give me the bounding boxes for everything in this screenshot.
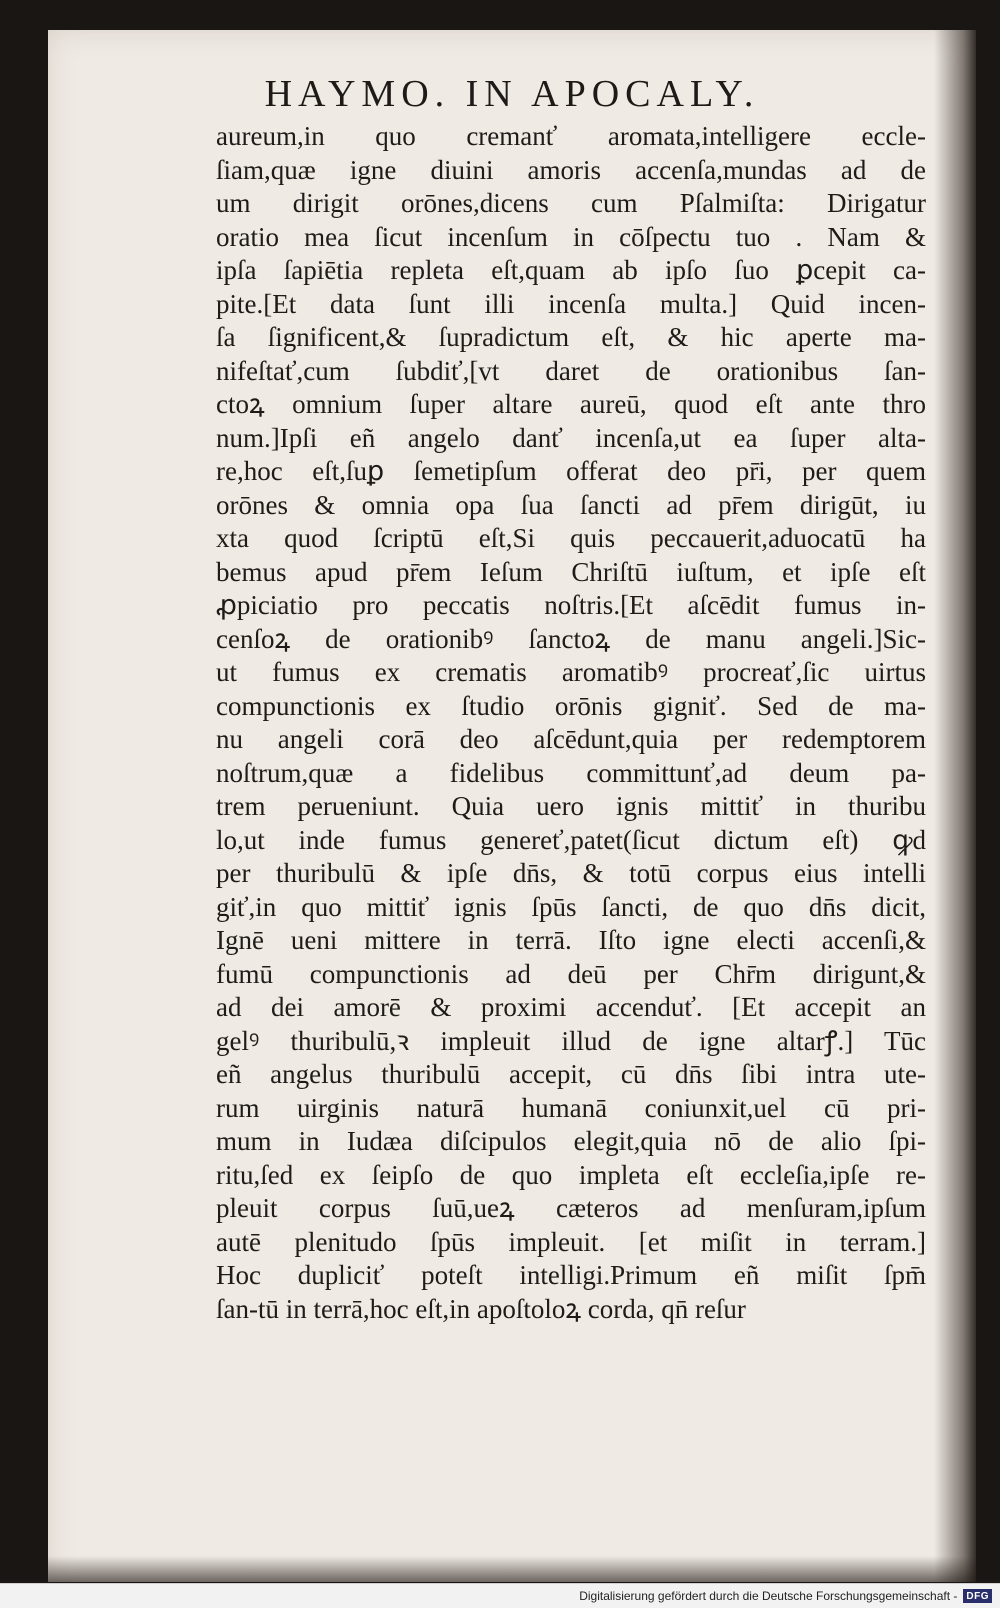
text-line: lo,ut inde fumus genereť,patet(ſicut dictum eſt) ꝙd — [216, 824, 926, 855]
text-line: rum uirginis naturā humanā coniunxit,uel cū pri- — [216, 1092, 926, 1123]
text-line: gelꝰ thuribulū,ꝛ impleuit illud de igne altarꝭ.] Tūc — [216, 1025, 926, 1056]
text-line: mum in Iudæa diſcipulos elegit,quia nō de alio ſpi- — [216, 1126, 926, 1156]
text-line: ctoꝝ omnium ſuper altare aureū, quod eſt ante thro — [216, 389, 926, 419]
text-line: Hoc dupliciť poteſt intelligi.Primum eñ miſit ſpm̄ — [216, 1260, 926, 1290]
text-line: ſa ſignificent,& ſupradictum eſt, & hic aperte ma- — [216, 322, 926, 352]
text-line: aureum,in quo cremanť aromata,intelligere eccle- — [216, 121, 926, 151]
text-line: cenſoꝝ de orationibꝰ ſanctoꝝ de manu angeli.]Sic- — [216, 623, 926, 654]
body-text — [216, 120, 926, 1326]
text-line: orōnes & omnia opa ſua ſancti ad pr̄em dirigūt, iu — [216, 489, 926, 520]
text-line: ꝓpiciatio pro peccatis noſtris.[Et aſcēdit fumus in- — [216, 590, 926, 620]
text-line: pleuit corpus ſuū,ueꝝ cæteros ad menſuram,ipſum — [216, 1193, 926, 1223]
text-line: re,hoc eſt,ſuꝑ ſemetipſum offerat deo pr̄i, per quem — [216, 456, 926, 486]
text-line: compunctionis ex ſtudio orōnis gigniť. Sed de ma- — [216, 690, 926, 721]
text-line: nu angeli corā deo aſcēdunt,quia per redemptorem — [216, 724, 926, 754]
text-line: ſiam,quæ igne diuini amoris accenſa,mundas ad de — [216, 154, 926, 185]
text-line: ipſa ſapiētia repleta eſt,quam ab ipſo ſuo ꝑcepit ca- — [216, 255, 926, 285]
text-line: bemus apud pr̄em Ieſum Chriſtū iuſtum, et ipſe eſt — [216, 556, 926, 587]
text-line: per thuribulū & ipſe dn̄s, & totū corpus eius intelli — [216, 858, 926, 888]
text-line: ad dei amorē & proximi accenduť. [Et accepit an — [216, 992, 926, 1022]
digitization-notice: Digitalisierung gefördert durch die Deutsche Forschungsgemeinschaft - — [579, 1589, 958, 1603]
text-line: nifeſtať,cum ſubdiť,[vt daret de orationibus ſan- — [216, 355, 926, 386]
page-bottom-shadow — [48, 1556, 976, 1582]
text-line: noſtrum,quæ a fidelibus committunť,ad deum pa- — [216, 757, 926, 788]
text-line: giť,in quo mittiť ignis ſpūs ſancti, de quo dn̄s dicit, — [216, 891, 926, 922]
text-line: eñ angelus thuribulū accepit, cū dn̄s ſibi intra ute- — [216, 1059, 926, 1089]
text-line: Ignē ueni mittere in terrā. Iſto igne electi accenſi,& — [216, 925, 926, 955]
text-line: pite.[Et data ſunt illi incenſa multa.] Quid incen- — [216, 288, 926, 319]
text-line: autē plenitudo ſpūs impleuit. [et miſit in terram.] — [216, 1226, 926, 1257]
text-line: ritu,ſed ex ſeipſo de quo impleta eſt eccleſia,ipſe re- — [216, 1159, 926, 1190]
running-head: HAYMO. IN APOCALY. — [264, 73, 760, 115]
text-line: trem perueniunt. Quia uero ignis mittiť in thuribu — [216, 791, 926, 821]
digitization-footer — [0, 1583, 1000, 1608]
text-line: um dirigit orōnes,dicens cum Pſalmiſta: Dirigatur — [216, 188, 926, 218]
text-line: xta quod ſcriptū eſt,Si quis peccauerit,aduocatū ha — [216, 523, 926, 553]
text-line: ut fumus ex crematis aromatibꝰ procreať,ſic uirtus — [216, 657, 926, 687]
text-line: oratio mea ſicut incenſum in cōſpectu tuo . Nam & — [216, 221, 926, 252]
text-line: fumū compunctionis ad deū per Chr̄m dirigunt,& — [216, 958, 926, 989]
page-edge-shadow — [934, 30, 976, 1582]
dfg-logo: DFG — [963, 1589, 992, 1603]
text-line: num.]Ipſi eñ angelo danť incenſa,ut ea ſuper alta- — [216, 422, 926, 453]
text-line: ſan-tū in terrā,hoc eſt,in apoſtoloꝝ corda, qn̄ reſur — [216, 1293, 746, 1324]
book-page — [48, 30, 976, 1582]
